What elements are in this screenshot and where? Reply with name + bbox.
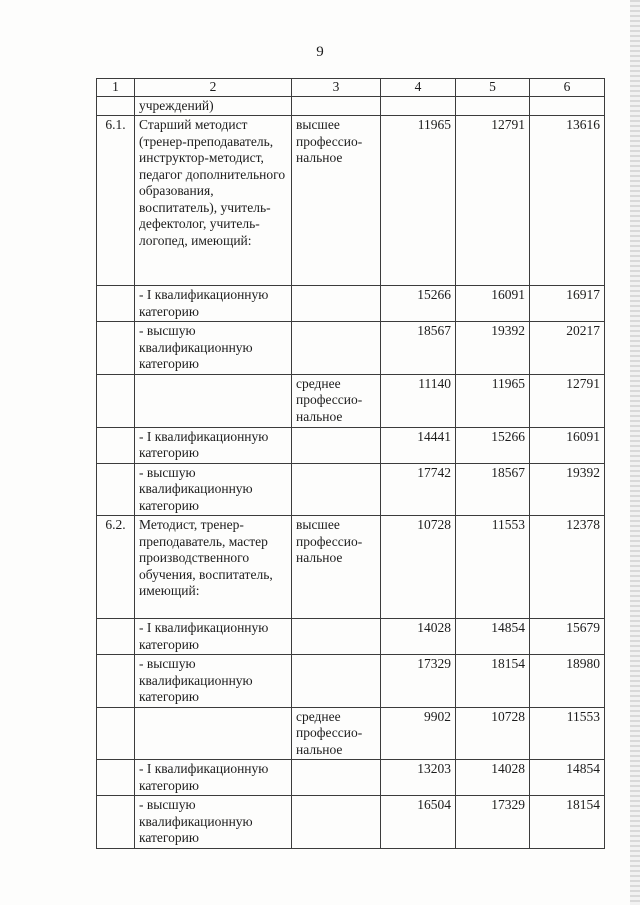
table-row <box>97 760 605 796</box>
education-level <box>292 655 381 708</box>
position-name: - I квалификационную категорию <box>135 427 292 463</box>
education-level <box>292 96 381 116</box>
table-row <box>97 655 605 708</box>
salary-group-4: 9902 <box>381 707 456 760</box>
row-index <box>97 707 135 760</box>
table-header-row <box>97 79 605 97</box>
salary-group-6: 18980 <box>530 655 605 708</box>
col-header-6: 6 <box>530 79 605 97</box>
salary-group-5: 12791 <box>456 116 530 286</box>
salary-group-4: 16504 <box>381 796 456 849</box>
salary-group-4: 13203 <box>381 760 456 796</box>
table-row <box>97 322 605 375</box>
education-level: высшее профессио-нальное <box>292 116 381 286</box>
position-name: - I квалификационную категорию <box>135 286 292 322</box>
salary-group-5: 16091 <box>456 286 530 322</box>
education-level <box>292 463 381 516</box>
salary-group-6: 20217 <box>530 322 605 375</box>
col-header-2: 2 <box>135 79 292 97</box>
salary-group-4: 15266 <box>381 286 456 322</box>
salary-group-5: 14854 <box>456 619 530 655</box>
position-name <box>135 374 292 427</box>
education-level: высшее профессио-нальное <box>292 516 381 619</box>
row-index <box>97 286 135 322</box>
salary-group-4: 17742 <box>381 463 456 516</box>
salary-group-6: 18154 <box>530 796 605 849</box>
salary-group-5: 17329 <box>456 796 530 849</box>
salary-group-6: 16917 <box>530 286 605 322</box>
row-index <box>97 322 135 375</box>
table-row <box>97 427 605 463</box>
salary-group-6: 13616 <box>530 116 605 286</box>
position-name: Методист, тренер-преподаватель, мастер производственного обучения, воспитатель, имеющий: <box>135 516 292 619</box>
education-level <box>292 796 381 849</box>
education-level: среднее профессио-нальное <box>292 374 381 427</box>
position-name: - высшую квалификационную категорию <box>135 322 292 375</box>
salary-group-6: 14854 <box>530 760 605 796</box>
salary-group-4 <box>381 96 456 116</box>
row-index <box>97 374 135 427</box>
row-index <box>97 655 135 708</box>
salary-group-5: 11965 <box>456 374 530 427</box>
salary-group-5: 18154 <box>456 655 530 708</box>
position-name: Старший методист (тренер-преподаватель, инструктор-методист, педагог дополнительного образования, воспитатель), учитель-дефектолог, учитель-логопед, имеющий: <box>135 116 292 286</box>
col-header-3: 3 <box>292 79 381 97</box>
row-index <box>97 619 135 655</box>
row-index <box>97 463 135 516</box>
salary-group-4: 18567 <box>381 322 456 375</box>
salary-group-6: 12378 <box>530 516 605 619</box>
table-row <box>97 796 605 849</box>
position-name <box>135 707 292 760</box>
position-name: - высшую квалификационную категорию <box>135 796 292 849</box>
salary-group-5: 18567 <box>456 463 530 516</box>
row-index: 6.1. <box>97 116 135 286</box>
row-index <box>97 427 135 463</box>
table-row <box>97 286 605 322</box>
salary-group-4: 14441 <box>381 427 456 463</box>
scan-edge-shadow <box>630 0 640 905</box>
table-row <box>97 619 605 655</box>
salary-group-5: 10728 <box>456 707 530 760</box>
education-level <box>292 427 381 463</box>
education-level <box>292 286 381 322</box>
salary-group-4: 10728 <box>381 516 456 619</box>
table-row <box>97 516 605 619</box>
position-name: - высшую квалификационную категорию <box>135 463 292 516</box>
row-index <box>97 760 135 796</box>
salary-group-6: 16091 <box>530 427 605 463</box>
table-row <box>97 116 605 286</box>
salary-group-6 <box>530 96 605 116</box>
salary-group-4: 11140 <box>381 374 456 427</box>
salary-group-6: 15679 <box>530 619 605 655</box>
salary-group-5 <box>456 96 530 116</box>
salary-group-4: 11965 <box>381 116 456 286</box>
table-row <box>97 463 605 516</box>
education-level <box>292 619 381 655</box>
salary-group-6: 19392 <box>530 463 605 516</box>
position-name: - высшую квалификационную категорию <box>135 655 292 708</box>
table-row <box>97 96 605 116</box>
position-name: - I квалификационную категорию <box>135 760 292 796</box>
salary-group-4: 17329 <box>381 655 456 708</box>
salary-group-5: 15266 <box>456 427 530 463</box>
position-name: учреждений) <box>135 96 292 116</box>
row-index <box>97 796 135 849</box>
salary-group-5: 14028 <box>456 760 530 796</box>
education-level <box>292 760 381 796</box>
table-row <box>97 707 605 760</box>
table-row <box>97 374 605 427</box>
salary-group-5: 11553 <box>456 516 530 619</box>
salary-group-5: 19392 <box>456 322 530 375</box>
page-number: 9 <box>316 44 324 60</box>
position-name: - I квалификационную категорию <box>135 619 292 655</box>
col-header-4: 4 <box>381 79 456 97</box>
col-header-1: 1 <box>97 79 135 97</box>
salary-group-4: 14028 <box>381 619 456 655</box>
salary-group-6: 11553 <box>530 707 605 760</box>
education-level: среднее профессио-нальное <box>292 707 381 760</box>
row-index: 6.2. <box>97 516 135 619</box>
row-index <box>97 96 135 116</box>
education-level <box>292 322 381 375</box>
col-header-5: 5 <box>456 79 530 97</box>
salary-group-6: 12791 <box>530 374 605 427</box>
salary-table <box>96 78 605 849</box>
